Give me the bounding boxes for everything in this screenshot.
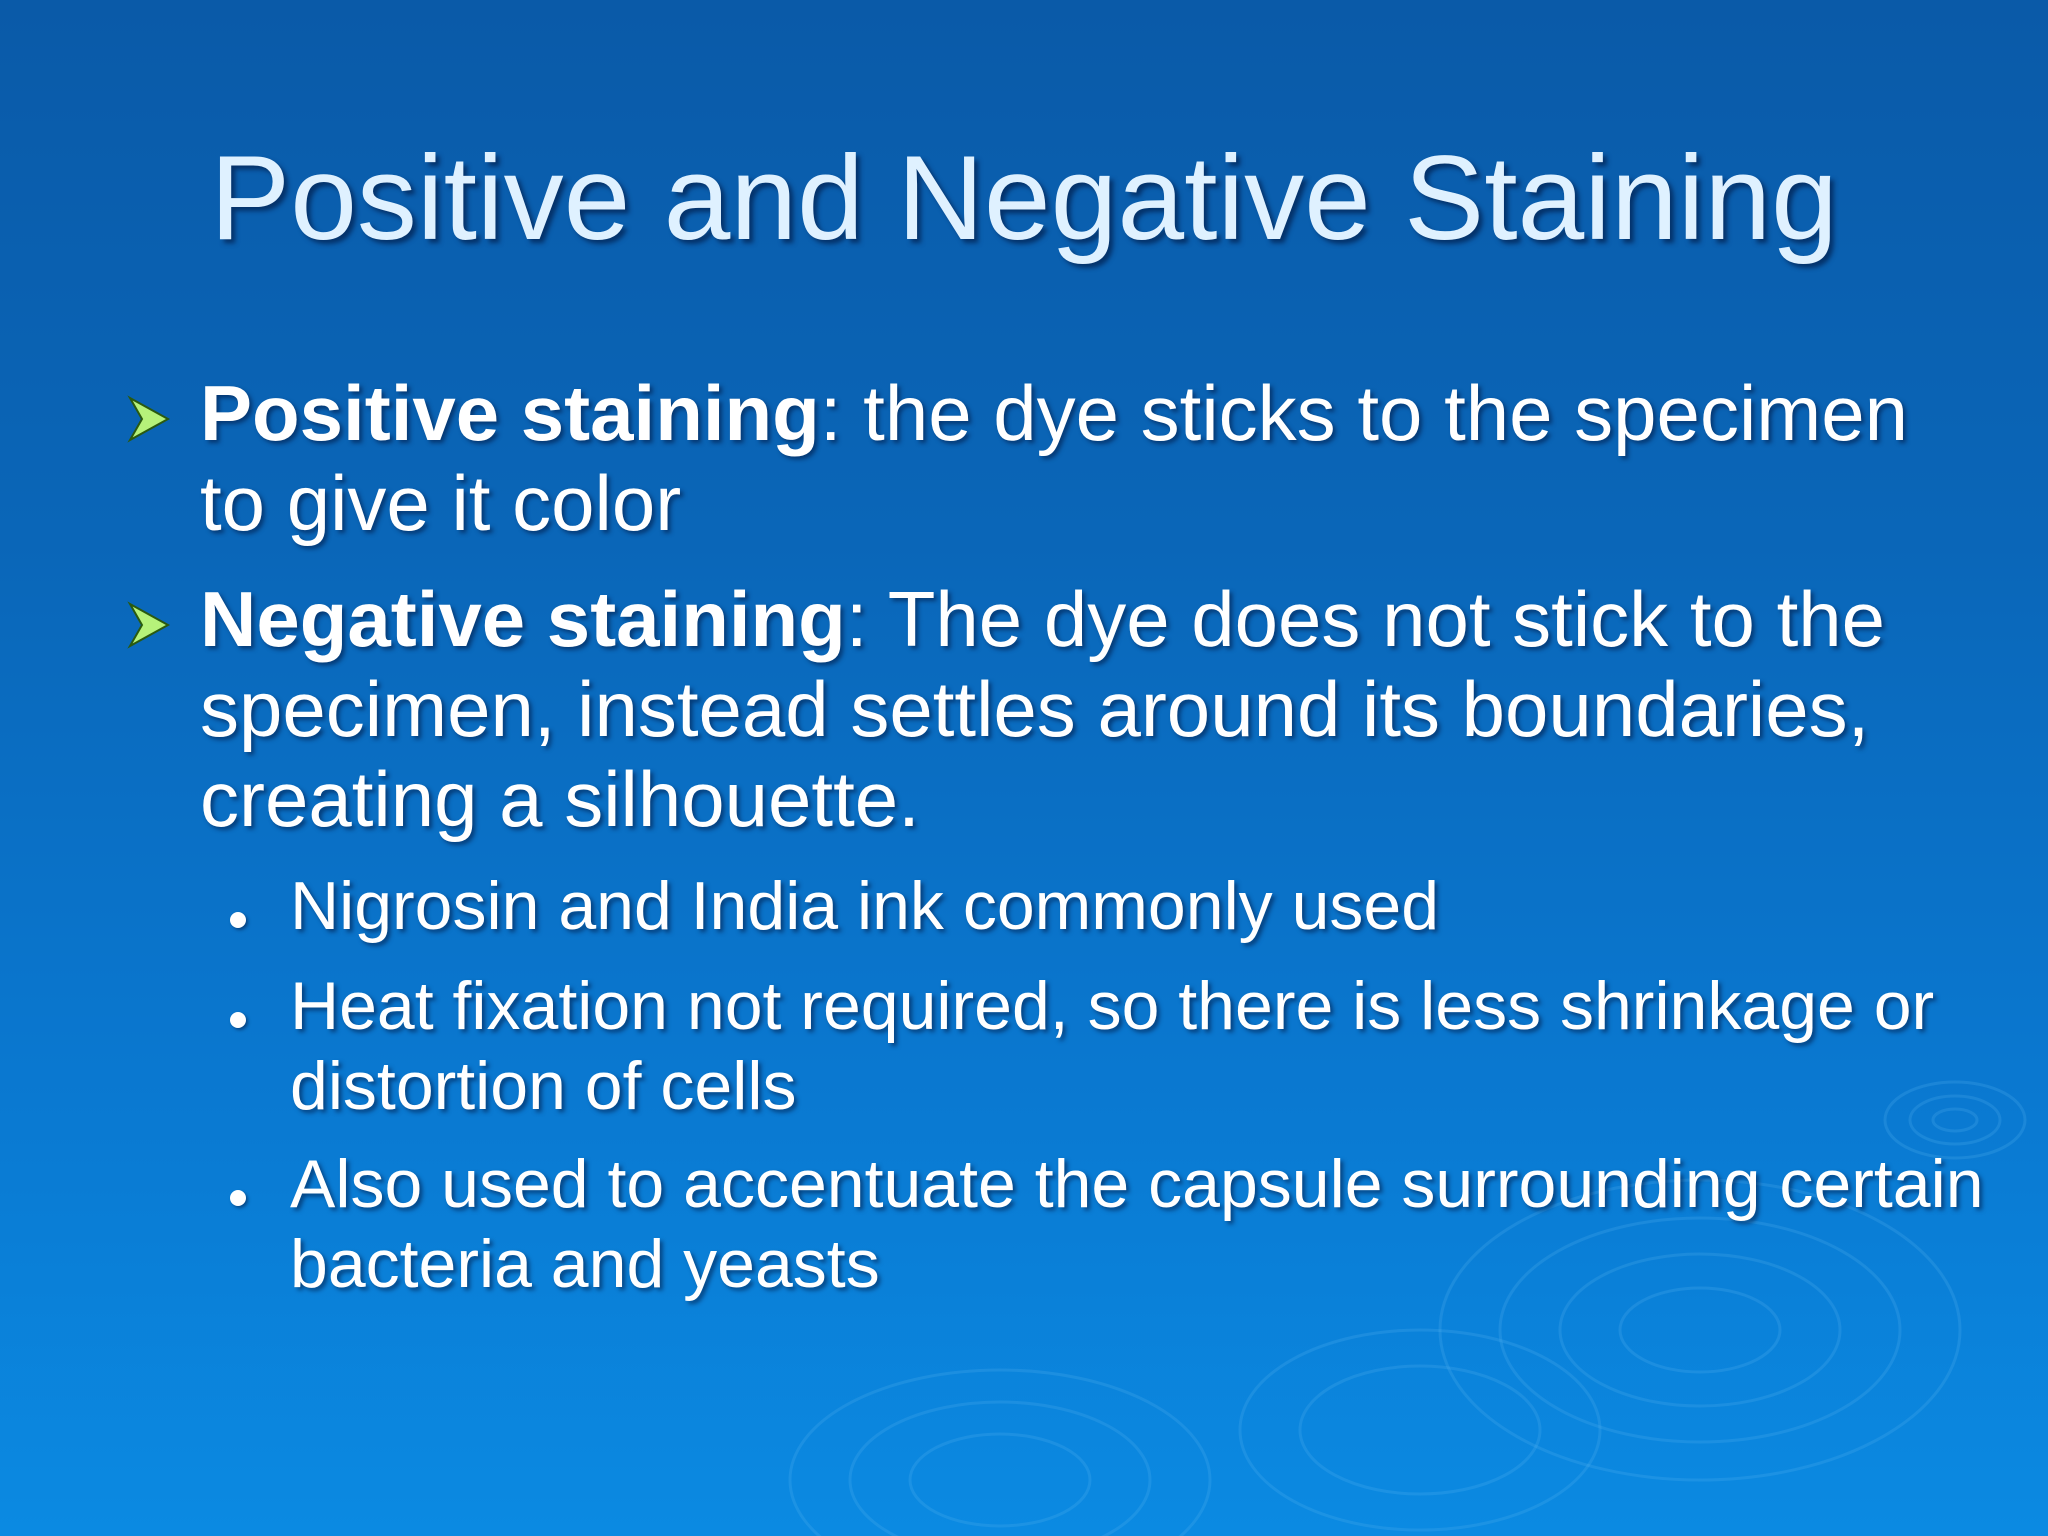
bullet-label: Positive staining [200, 369, 820, 457]
dot-bullet-icon [230, 1012, 246, 1028]
bullet-positive-staining [200, 368, 1960, 548]
bullet-text: : The dye does not stick to the specimen, instead settles around its boundaries, creating a silhouette. [200, 575, 1886, 843]
dot-bullet-icon [230, 912, 246, 928]
bullet-negative-staining [200, 574, 1960, 844]
dot-bullet-icon [230, 1190, 246, 1206]
subbullet-item: Nigrosin and India ink commonly used [290, 868, 1440, 944]
bullet-text: : the dye sticks to the specimen to give it color [200, 369, 1909, 547]
bullet-label: Negative staining [200, 575, 846, 663]
subbullet-item: Also used to accentuate the capsule surrounding certain bacteria and yeasts [290, 1146, 1984, 1302]
subbullet-item: Heat fixation not required, so there is less shrinkage or distortion of cells [290, 968, 1935, 1124]
arrow-bullet-icon [126, 600, 172, 650]
arrow-bullet-icon [126, 394, 172, 444]
slide-title: Positive and Negative Staining [210, 131, 1838, 265]
